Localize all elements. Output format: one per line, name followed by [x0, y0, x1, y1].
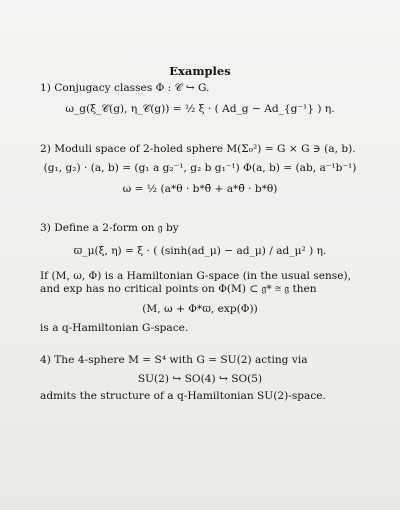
section-3-closing: is a q-Hamiltonian G-space. — [40, 322, 189, 334]
section-2-heading: 2) Moduli space of 2-holed sphere M(Σ₀²) = G × G ∋ (a, b). — [40, 143, 356, 155]
section-3-paragraph: If (M, ω, Φ) is a Hamiltonian G-space (in the usual sense), and exp has no critical points on Φ(M) ⊂ 𝔤* ≅ 𝔤 then — [40, 270, 352, 295]
page-title: Examples — [169, 64, 231, 78]
section-3-equation-structure: (M, ω + Φ*ϖ, exp(Φ)) — [142, 303, 258, 315]
section-4-closing: admits the structure of a q-Hamiltonian SU(2)-space. — [40, 390, 326, 402]
section-1-equation: ω_g(ξ_𝒞(g), η_𝒞(g)) = ½ ξ · ( Ad_g − Ad_{g⁻¹} ) η. — [65, 103, 335, 115]
section-4-equation-inclusions: SU(2) ↪ SO(4) ↪ SO(5) — [137, 373, 263, 385]
section-4-heading: 4) The 4-sphere M = S⁴ with G = SU(2) acting via — [40, 354, 308, 366]
section-3-equation-form: ϖ_μ(ξ, η) = ξ · ( (sinh(ad_μ) − ad_μ) / ad_μ² ) η. — [73, 245, 327, 257]
section-2-equation-action: (g₁, g₂) · (a, b) = (g₁ a g₂⁻¹, g₂ b g₁⁻¹) Φ(a, b) = (ab, a⁻¹b⁻¹) — [43, 162, 357, 174]
section-1-heading: 1) Conjugacy classes Φ : 𝒞 ↪ G. — [40, 82, 210, 94]
section-2-equation-omega: ω = ½ (a*θ · b*θ̄ + a*θ̄ · b*θ) — [122, 183, 278, 195]
section-3-heading: 3) Define a 2-form on 𝔤 by — [40, 222, 179, 234]
